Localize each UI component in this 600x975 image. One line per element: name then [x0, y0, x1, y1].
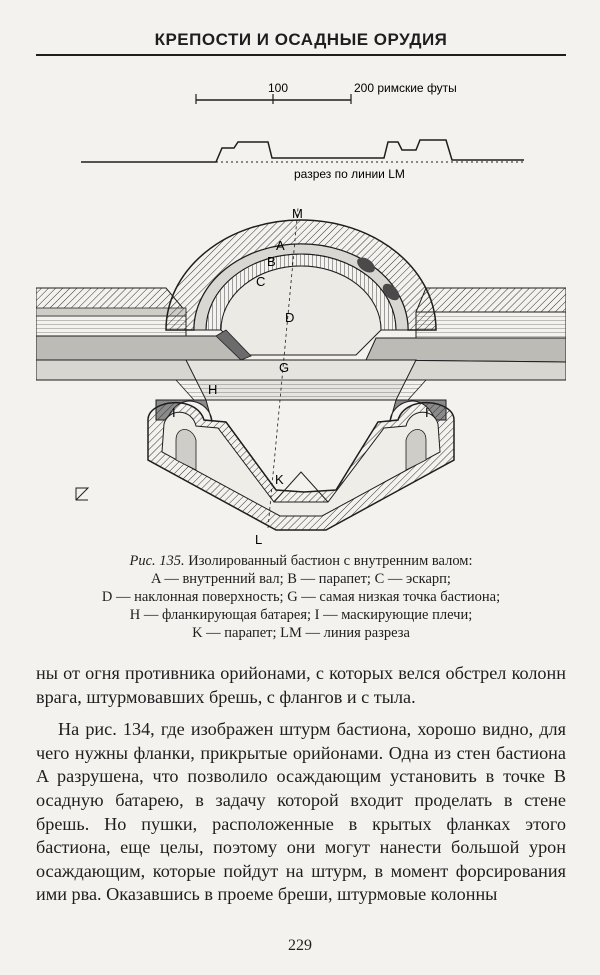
caption-title: Изолированный бастион с внутренним валом: [188, 553, 473, 569]
label-g: G [279, 360, 290, 375]
scale-bar [196, 81, 457, 104]
label-l: L [255, 532, 263, 547]
bastion-flanks [148, 400, 454, 530]
header-rule [36, 54, 566, 56]
caption-line-2: A — внутренний вал; B — парапет; C — эскарп; [151, 571, 451, 587]
label-i-left: I [172, 405, 176, 420]
caption-line-5: K — парапет; LM — линия разреза [192, 625, 410, 641]
page-number: 229 [288, 937, 312, 954]
paragraph-1: ны от огня противника орийонами, с которых велся обстрел колонн врага, штурмовавших брешь, с флангов и с тыла. [36, 663, 566, 707]
paragraph-2: На рис. 134, где изображен штурм бастиона, хорошо видно, для чего нужны фланки, прикрытые орийонами. Одна из стен бастиона A разрушена, что позволило осаждающим установить в точке B осадную батарею, в задачу которой входит проделать в стене брешь. Но пушки, расположенные в крытых фланках этого бастиона, еще целы, поэтому они могут нанести большой урон осаждающим, которые пойдут на штурм, в момент форсирования ими рва. Оказавшись в проеме бреши, штурмовые колонны [36, 719, 566, 905]
label-c: C [256, 274, 266, 289]
label-k: K [275, 472, 284, 487]
label-b: B [267, 254, 276, 269]
figure-caption [36, 552, 566, 642]
caption-line-3: D — наклонная поверхность; G — самая низкая точка бастиона; [101, 589, 501, 605]
label-m: M [292, 206, 303, 221]
section-label: разрез по линии LM [294, 167, 405, 181]
label-a: A [276, 238, 285, 253]
label-h: H [208, 382, 218, 397]
body-text [36, 662, 566, 907]
bastion-figure [36, 60, 566, 548]
scale-label-200: 200 римские футы [354, 81, 457, 95]
cross-section-profile [81, 140, 524, 181]
label-d: D [285, 310, 295, 325]
caption-line-4: H — фланкирующая батарея; I — маскирующие плечи; [129, 607, 473, 623]
orientation-arrow [76, 488, 88, 500]
running-header: КРЕПОСТИ И ОСАДНЫЕ ОРУДИЯ [154, 30, 448, 49]
label-i-right: I [425, 405, 429, 420]
scale-label-100: 100 [268, 81, 289, 95]
caption-line-1 [36, 552, 566, 570]
caption-number: Рис. 135. [129, 553, 185, 569]
